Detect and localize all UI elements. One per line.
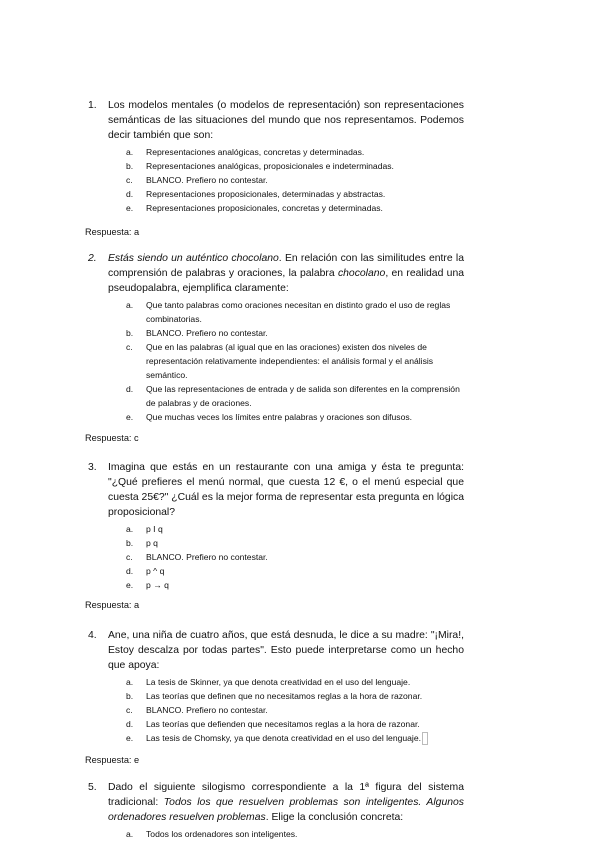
option-list [88,827,464,841]
option-item: d. p ^ q [126,566,165,576]
option-item: a. La tesis de Skinner, ya que denota creatividad en el uso del lenguaje. [126,677,411,687]
question-number: 2. [88,253,97,264]
option-item: a. Que tanto palabras como oraciones necesitan en distinto grado el uso de reglas combinatorias. [126,300,451,324]
option-list [88,145,464,215]
option-item: d. Las teorías que defienden que necesitamos reglas a la hora de razonar. [126,719,420,729]
question-2 [88,251,464,424]
question-text: Imagina que estás en un restaurante con una amiga y ésta te pregunta: "¿Qué prefieres el menú normal, que cuesta 12 €, o el menú especial que cuesta 25€?" ¿Cuál es la mejor forma de representar esta pregunta en lógica proposicional? [108,462,464,518]
option-list [88,298,464,424]
answer-3: Respuesta: a [85,600,140,610]
option-item: c. BLANCO. Prefiero no contestar. [126,705,268,715]
option-item: e. p → q [126,580,169,590]
question-text: Dado el siguiente silogismo correspondiente a la 1ª figura del sistema tradicional: Todos los que resuelven problemas son inteligentes. Algunos ordenadores resuelven problemas. Elige la conclusión concreta: [108,782,464,823]
answer-2: Respuesta: c [85,433,139,443]
option-item: a. p I q [126,524,163,534]
option-item: e. Representaciones proposicionales, concretas y determinadas. [126,203,383,213]
answer-1: Respuesta: a [85,227,140,237]
option-item: b. Las teorías que definen que no necesitamos reglas a la hora de razonar. [126,691,423,701]
option-item: a. Representaciones analógicas, concretas y determinadas. [126,147,365,157]
option-item: c. BLANCO. Prefiero no contestar. [126,175,268,185]
option-item: d. Representaciones proposicionales, determinadas y abstractas. [126,189,386,199]
option-item: c. BLANCO. Prefiero no contestar. [126,552,268,562]
option-item: c. Que en las palabras (al igual que en las oraciones) existen dos niveles de representación relativamente independientes: el análisis formal y el análisis semántico. [126,342,434,380]
option-item: d. Que las representaciones de entrada y de salida son diferentes en la comprensión de palabras y de oraciones. [126,384,460,408]
question-number: 1. [88,100,97,111]
option-item: a. Todos los ordenadores son inteligentes. [126,829,298,839]
option-item: b. Representaciones analógicas, proposicionales e indeterminadas. [126,161,394,171]
option-item: b. BLANCO. Prefiero no contestar. [126,328,268,338]
question-text: Los modelos mentales (o modelos de representación) son representaciones semánticas de las situaciones del mundo que nos representamos. Podemos decir también que son: [108,100,464,141]
question-3 [88,460,464,592]
question-text: Ane, una niña de cuatro años, que está desnuda, le dice a su madre: "¡Mira!, Estoy descalza por todas partes". Esto puede interpretarse como un hecho que apoya: [108,630,464,671]
answer-4: Respuesta: e [85,755,140,765]
option-list [88,522,464,592]
question-5 [88,780,464,841]
option-item: e. Las tesis de Chomsky, ya que denota creatividad en el uso del lenguaje. [88,731,464,745]
question-number: 5. [88,782,97,793]
option-item: b. p q [126,538,158,548]
question-1 [88,98,464,215]
question-text: Estás siendo un auténtico chocolano. En relación con las similitudes entre la comprensión de palabras y oraciones, la palabra chocolano, en realidad una pseudopalabra, ejemplifica claramente: [108,253,465,294]
question-4 [88,628,464,745]
option-item: e. Que muchas veces los límites entre palabras y oraciones son difusos. [126,412,413,422]
option-list [88,675,464,745]
text-cursor [422,732,428,745]
question-number: 3. [88,462,97,473]
question-number: 4. [88,630,97,641]
